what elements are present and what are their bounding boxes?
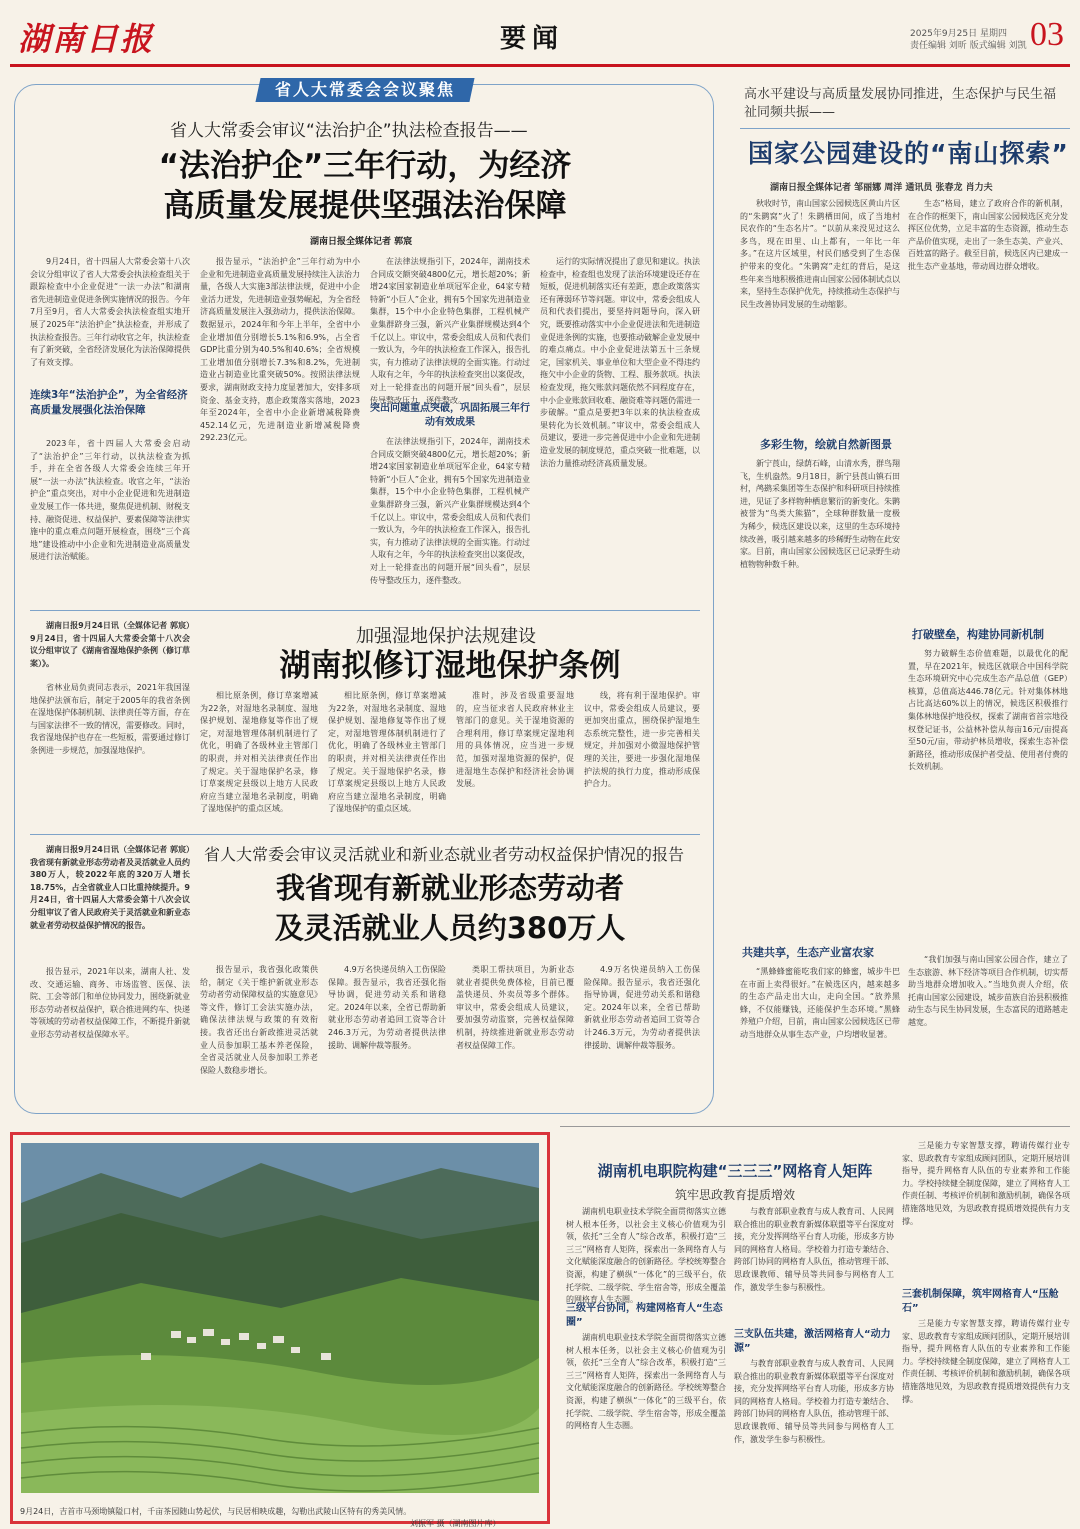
story2-column-5: 线，将有利于湿地保护。审议中，常委会组成人员建议，要更加突出重点，围绕保护湿地生态系统完整性，进一步完善相关规定，并加强对小微湿地保护管理的关注，要进一步强化湿地保护法规的执行力度，推动形成保护合力。: [584, 691, 700, 789]
right-section-heading-1: 多彩生物，绘就自然新图景: [760, 438, 892, 451]
masthead-meta: [910, 28, 1040, 52]
right-story-headline: 国家公园建设的“南山探索”: [748, 139, 1069, 168]
right-column-1c: “黑蜂蜂蜜能吃我们家的蜂蜜，城步牛巴在市面上卖得很好。”在候选区内，越来越多的生态产品走出大山，走向全国。“放养黑蜂，不仅能赚钱，还能保护生态环境。”黑蜂养殖户介绍，目前，南山国家公园候选区已带动当地群众从事生态产业，户均增收显著。: [740, 967, 900, 1039]
bottom-column-1b: 湖南机电职业技术学院全面贯彻落实立德树人根本任务，以社会主义核心价值观为引领，依托“三全育人”综合改革，积极打造“三三三”网格育人矩阵，探索出一条网络育人与文化赋能深度融合的创新路径。学校统筹整合资源，构建了横纵“一体化”的三级平台，依托学院、二级学院、学生宿舍等，形成全覆盖的网格育人生态圈。: [566, 1333, 726, 1431]
editors-line: 责任编辑 刘昕 版式编辑 刘凯: [910, 41, 1027, 51]
story1-byline: 湖南日报全媒体记者 郭宸: [310, 237, 413, 247]
section-title: 要闻: [500, 24, 565, 54]
story1-column-4: 运行的实际情况提出了意见和建议。执法检查中，检查组也发现了法治环境建设还存在短板，促进机制落实还有差距，惠企政策落实还有薄弱环节等问题。审议中，常委会组成人员和代表们提出，要坚持问题导向，深入研究，既要推动落实中小企业促进法和先进制造业促进条例的实施，也要推动破解企业发展中的难点痛点。中小企业促进法第五十三条规定，国家机关、事业单位和大型企业不得违约拖欠中小企业的货物、工程、服务款项。执法检查发现，拖欠账款问题依然不同程度存在，中小企业账款回收难、融资难等问题仍需进一步破解。“重点是要把3年以来的执法检查成果转化为长效机制。”审议中，常委会组成人员建议，要进一步完善促进中小企业和先进制造业发展的制度规范，重点突破一批难题，以法治力量推动经济高质量发展。: [540, 257, 700, 468]
story1-headline: [40, 146, 690, 226]
story2-dateline: 湖南日报9月24日讯（全媒体记者 郭宸）9月24日，省十四届人大常委会第十八次会议分组审议了《湖南省湿地保护条例（修订草案）》。: [30, 621, 190, 668]
story1-headline-line2: 高质量发展提供坚强法治保障: [163, 188, 567, 224]
section-kicker: 省人大常委会会议聚焦: [255, 78, 474, 102]
story3-column-3: 4.9万名快递员纳入工伤保险保障。报告显示，我省还强化指导协调，促进劳动关系和谐稳定。2024年以来，全省已帮助新就业形态劳动者追回工资等合计246.3万元，为劳动者提供法律援助、调解仲裁等服务。: [328, 965, 446, 1050]
bottom-section-heading-1: 三级平台协同，构建网格育人“生态圈”: [566, 1303, 723, 1328]
story3-column-1: 报告显示，2021年以来，湖南人社、发改、交通运输、商务、市场监管、医保、法院、工会等部门和单位协同发力，围绕新就业形态劳动者权益保护，联合推进网约车、快递等领域的劳动者权益保障工作，不断提升新就业形态劳动者权益保障水平。: [30, 967, 190, 1039]
divider-1: [30, 610, 700, 611]
story3-column-4: 类职工帮扶项目，为新业态就业者提供免费体检，目前已覆盖快递员、外卖员等多个群体。审议中，常委会组成人员建议，要加强劳动监察，完善权益保障机制，持续推进新就业形态劳动者权益保障工作。: [456, 965, 574, 1050]
masthead-rule: [10, 64, 1070, 67]
right-column-1b: 新宁莨山，绿荫石峰，山清水秀，群鸟翔飞，生机盎然。9月18日，新宁县莨山镇石田村，鸬鹚采集团等生态保护和科研项目持续推进，见证了多样物种栖息繁衍的新变化。朱鹮被誉为“鸟类大熊猫”，全球种群数量一度极为稀少，候选区建设以来，这里的生态环境持续改善，吸引越来越多的珍稀野生动物在此安家。目前，南山国家公园候选区已记录野生动植物物种数千种。: [740, 459, 900, 569]
bottom-column-2b: 与教育部职业教育与成人教育司、人民网联合推出的职业教育新媒体联盟等平台深度对接，充分发挥网络平台育人功能，形成多方协同的网格育人格局。学校着力打造专兼结合、跨部门协同的网格育人队伍，推动管理干部、思政课教师、辅导员等共同参与网格育人工作，激发学生参与积极性。: [734, 1359, 894, 1444]
story2-subhead: 加强湿地保护法规建设: [356, 626, 536, 647]
issue-date: 2025年9月25日 星期四: [910, 29, 1007, 39]
right-column-1: 秋收时节，南山国家公园候选区黄山片区的“朱鹮窝”火了！朱鹮栖田间，成了当地村民农作的“生态名片”。“以前从来没见过这么多鸟，现在田里、山上都有，一年比一年多。”在这片区域里，村民们感受到了生态保护带来的变化。“朱鹮窝”走红的背后，是这些年来当地积极推进南山国家公园体制试点以来，坚持生态保护优先，持续推动生态保护与民生改善协同发展的生动缩影。: [740, 199, 900, 309]
bottom-divider: [560, 1126, 1070, 1127]
story3-dateline: 湖南日报9月24日讯（全媒体记者 郭宸）我省现有新就业形态劳动者及灵活就业人员约380万人，较2022年底的320万人增长18.75%，占全省就业人口比重持续提升。9月24日，省十四届人大常委会第十八次会议分组审议了省人民政府关于灵活就业和新业态就业者劳动权益保护情况的报告。: [30, 845, 190, 930]
story1-column-2: 报告显示，“法治护企”三年行动为中小企业和先进制造业高质量发展持续注入法治力量，各级人大实施3部法律法规，促进中小企业活力迸发，先进制造业强势崛起，为全省经济高质量发展注入强劲动力，提供法治保障。数据显示，2024年和今年上半年，全省中小企业增加值分别增长5.1%和6.9%，占全省GDP比重分别为40.5%和40.6%；全省规模工业增加值分别增长7.3%和8.2%，先进制造业占制造业比重突破50%。按照法律法规要求，湖南财政支持力度显著加大，安排多项资金、基金支持，惠企政策落实落地，2023年至2024年，全省中小企业新增减税降费452.14亿元，先进制造业新增减税降费292.23亿元。: [200, 257, 360, 443]
right-column-2b: 努力破解生态价值难题，以最优化的配置，早在2021年，候选区就联合中国科学院生态环境研究中心完成生态产品总值（GEP）核算，总值高达446.78亿元。针对集体林地占比高达60%以上的情况，候选区积极推行集体林地保护地役权，探索了湖南省首宗地役权登记证书，公益林补偿从每亩16元/亩提高至50元/亩，带动护林员增收，探索生态补偿新路径，推动形成保护者受益、使用者付费的长效机制。: [908, 649, 1068, 772]
bottom-story-subhead: 筑牢思政教育提质增效: [674, 1188, 795, 1202]
story2-column-2: 相比原条例，修订草案增减为22条，对湿地名录制度、湿地保护规划、湿地修复等作出了规定，对湿地管理体制机制进行了优化，明确了各级林业主管部门的职责，并对相关法律责任作出了规定。关于湿地保护名录，修订草案规定县级以上地方人民政府应当建立湿地名录制度，明确了湿地保护的重点区域。: [200, 691, 318, 814]
story3-headline-line2: 及灵活就业人员约380万人: [274, 911, 626, 945]
bottom-story-headline: 湖南机电职院构建“三三三”网格育人矩阵: [597, 1162, 873, 1180]
photo-credit: 刘振军 摄（湖南图片库）: [410, 1519, 501, 1528]
story3-headline: [200, 868, 700, 948]
story1-headline-line1: “法治护企”三年行动，为经济: [158, 148, 572, 184]
right-rule-top: [740, 128, 1070, 129]
tea-garden-photo: [21, 1143, 539, 1493]
right-story-byline: 湖南日报全媒体记者 邹丽娜 周洋 通讯员 张春龙 肖力夫: [770, 183, 993, 193]
photo-caption: 9月24日，吉首市马颈坳镇隘口村，千亩茶园随山势起伏，与民居相映成趣，勾勒出武陵山区特有的秀美风情。: [20, 1507, 412, 1516]
divider-2: [30, 834, 700, 835]
story1-column-1b: 2023年，省十四届人大常委会启动了“法治护企”三年行动，以执法检查为抓手，并在全省各级人大常委会连续三年开展“一法一办法”执法检查。收官之年，“法治护企”重点突出，对中小企业促进和先进制造业发展工作一体共进，聚焦促进机制、财税支持、融资促进、权益保护、要素保障等法律实施中的重点难点问题开展检查，围绕“三个高地”建设推动中小企业和先进制造业高质量发展进行法治赋能。: [30, 439, 190, 562]
bottom-column-3b: 三是能力专家智慧支撑，聘请传媒行业专家、思政教育专家组成顾问团队，定期开展培训指导，提升网格育人队伍的专业素养和工作能力。学校持续健全制度保障，建立了网格育人工作责任制、考核评价机制和激励机制，确保各项措施落地见效，为思政教育提质增效提供有力支撑。: [902, 1319, 1070, 1404]
bottom-column-2: 与教育部职业教育与成人教育司、人民网联合推出的职业教育新媒体联盟等平台深度对接，充分发挥网络平台育人功能，形成多方协同的网格育人格局。学校着力打造专兼结合、跨部门协同的网格育人队伍，推动管理干部、思政课教师、辅导员等共同参与网格育人工作，激发学生参与积极性。: [734, 1207, 894, 1292]
story3-column-2: 报告显示，我省强化政策供给，制定《关于维护新就业形态劳动者劳动保障权益的实施意见》等文件，修订工会法实施办法，确保法律法规与政策的有效衔接。我省还出台新政推进灵活就业人员参加职工基本养老保险，全省灵活就业人员参加职工养老保险人数稳步增长。: [200, 965, 318, 1075]
story1-subhead: 省人大常委会审议“法治护企”执法检查报告——: [170, 121, 528, 141]
story1-mid-heading: 突出问题重点突破，巩固拓展三年行动有效成果: [370, 403, 530, 428]
story3-headline-line1: 我省现有新就业形态劳动者: [275, 871, 624, 905]
right-section-heading-2: 打破壁垒，构建协同新机制: [912, 628, 1044, 641]
story1-side-heading: 连续3年“法治护企”，为全省经济高质量发展强化法治保障: [30, 389, 188, 416]
bottom-column-1: 湖南机电职业技术学院全面贯彻落实立德树人根本任务，以社会主义核心价值观为引领，依托“三全育人”综合改革，积极打造“三三三”网格育人矩阵，探索出一条网络育人与文化赋能深度融合的创新路径。学校统筹整合资源，构建了横纵“一体化”的三级平台，依托学院、二级学院、学生宿舍等，形成全覆盖的网格育人生态圈。: [566, 1207, 726, 1305]
right-story-kicker: 高水平建设与高质量发展协同推进，生态保护与民生福祉同频共振——: [744, 87, 1057, 120]
story1-column-3: 在法律法规指引下，2024年，湖南技术合同成交额突破4800亿元，增长超20%；新增24家国家制造业单项冠军企业，64家专精特新“小巨人”企业，拥有5个国家先进制造业集群，15个中小企业特色集群，工程机械产业集群跻身三强，新兴产业集群规模达到4个千亿以上。审议中，常委会组成人员和代表们一致认为，今年的执法检查工作深入，报告扎实，有力推动了法律法规的全面实施。行动过人取有之年，今年的执法检查突出以案促改，对上一轮排查出的问题开展“回头看”，层层传导整改压力，逐件整改。: [370, 257, 530, 405]
page-number: 03: [1030, 16, 1064, 53]
right-column-2c: “我们加强与南山国家公园合作，建立了生态旅游、林下经济等项目合作机制，切实帮助当地群众增加收入。”当地负责人介绍，依托南山国家公园建设，城步苗族自治县积极推动生态与民生协同发展，生态富民的道路越走越宽。: [908, 955, 1068, 1027]
story3-column-5: 4.9万名快递员纳入工伤保险保障。报告显示，我省还强化指导协调，促进劳动关系和谐稳定。2024年以来，全省已帮助新就业形态劳动者追回工资等合计246.3万元，为劳动者提供法律援助、调解仲裁等服务。: [584, 965, 700, 1050]
story3-subhead: 省人大常委会审议灵活就业和新业态就业者劳动权益保护情况的报告: [204, 845, 685, 864]
bottom-column-3: 三是能力专家智慧支撑，聘请传媒行业专家、思政教育专家组成顾问团队，定期开展培训指导，提升网格育人队伍的专业素养和工作能力。学校持续健全制度保障，建立了网格育人工作责任制、考核评价机制和激励机制，确保各项措施落地见效，为思政教育提质增效提供有力支撑。: [902, 1141, 1070, 1226]
bottom-section-heading-3: 三套机制保障，筑牢网格育人“压舱石”: [902, 1289, 1059, 1314]
story2-column-4: 准时，涉及省级重要湿地的，应当征求省人民政府林业主管部门的意见。关于湿地资源的合理利用，修订草案规定湿地利用的具体情况，应当进一步规范，加强对湿地资源的保护，促进湿地生态保护和经济社会协调发展。: [456, 691, 574, 789]
story2-column-1: 省林业局负责同志表示，2021年我国湿地保护法颁布后，制定于2005年的我省条例在湿地保护体制机制、法律责任等方面，存在与国家法律不一致的情况，需要修改。同时，我省湿地保护也存在一些短板，需要通过修订条例进一步规范，加强湿地保护。: [30, 683, 190, 755]
story2-column-3: 相比原条例，修订草案增减为22条，对湿地名录制度、湿地保护规划、湿地修复等作出了规定，对湿地管理体制机制进行了优化，明确了各级林业主管部门的职责，并对相关法律责任作出了规定。关于湿地保护名录，修订草案规定县级以上地方人民政府应当建立湿地名录制度，明确了湿地保护的重点区域。: [328, 691, 446, 814]
bottom-section-heading-2: 三支队伍共建，激活网格育人“动力源”: [734, 1329, 891, 1354]
story2-headline: 湖南拟修订湿地保护条例: [279, 648, 621, 684]
newspaper-logo: 湖南日报: [18, 20, 155, 58]
right-column-2: 生态”格局，建立了政府合作的新机制，在合作的框架下，南山国家公园候选区充分发挥区位优势，立足丰富的生态资源，推动生态产品价值实现，走出了一条生态美、产业兴、百姓富的路子。截至目前，候选区内已建成一批生态产业基地，带动周边群众增收。: [908, 199, 1068, 271]
photo-frame: [10, 1132, 550, 1524]
right-section-heading-3: 共建共享，生态产业富农家: [742, 946, 874, 959]
story1-column-3b: 在法律法规指引下，2024年，湖南技术合同成交额突破4800亿元，增长超20%；新增24家国家制造业单项冠军企业，64家专精特新“小巨人”企业，拥有5个国家先进制造业集群，15个中小企业特色集群，工程机械产业集群跻身三强，新兴产业集群规模达到4个千亿以上。审议中，常委会组成人员和代表们一致认为，今年的执法检查工作深入，报告扎实，有力推动了法律法规的全面实施。行动过人取有之年，今年的执法检查突出以案促改，对上一轮排查出的问题开展“回头看”，层层传导整改压力，逐件整改。: [370, 437, 530, 585]
story1-column-1: 9月24日，省十四届人大常委会第十八次会议分组审议了省人大常委会执法检查组关于跟踪检查中小企业促进“一法一办法”和湖南省先进制造业促进条例实施情况的报告。今年7月至9月，省人大常委会执法检查组实地开展了2025年“法治护企”执法检查，并形成了执法检查报告。三年行动收官之年，执法检查有了新突破，全省经济发展化为法治保障提供了有效支撑。: [30, 257, 190, 367]
landscape-illustration: [21, 1143, 539, 1493]
